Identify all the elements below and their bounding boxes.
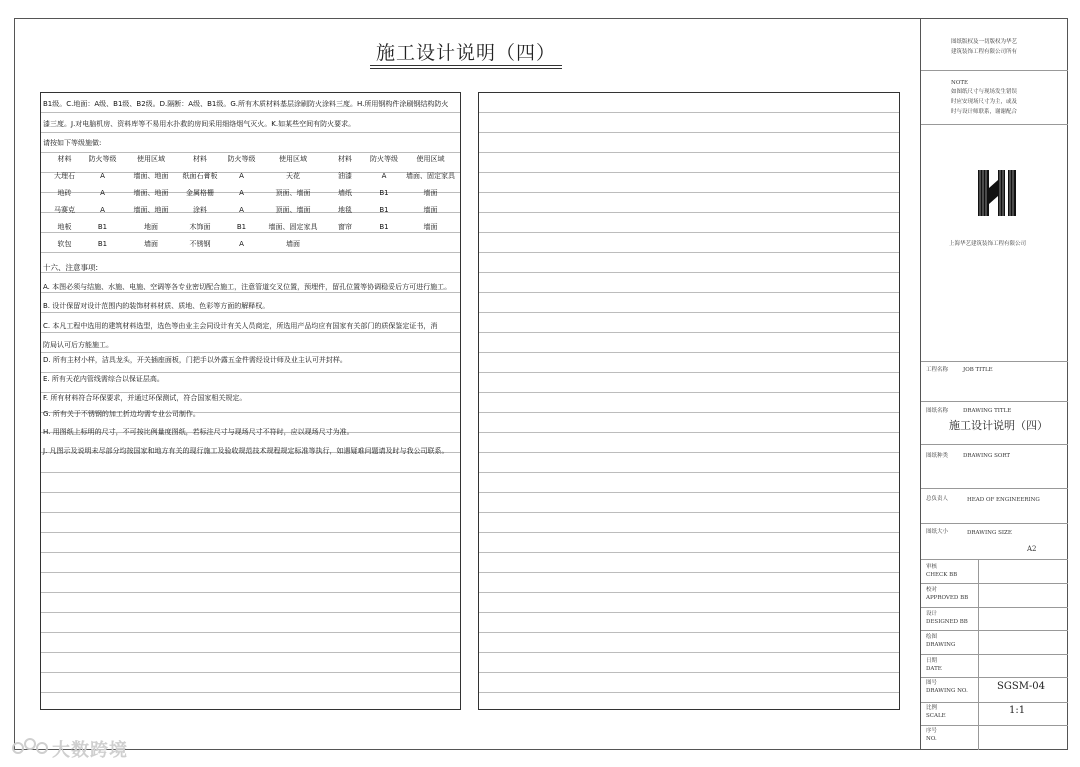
table-cell: 天花 — [286, 171, 300, 180]
divider — [921, 401, 1068, 402]
table-header: 防火等级 — [227, 155, 256, 163]
note-line: G. 所有关于不锈钢的加工折边均需专业公司制作。 — [43, 410, 200, 418]
table-cell: 金属格栅 — [186, 188, 214, 197]
divider — [921, 523, 1068, 524]
table-row — [51, 218, 455, 235]
table-header: 材料 — [338, 155, 352, 163]
table-cell: B1 — [379, 188, 389, 197]
table-cell: 不锈钢 — [189, 239, 211, 248]
table-cell: 木饰面 — [189, 222, 211, 231]
note-line: B. 设计保留对设计范围内的装饰材料材质、质地、色彩等方面的解释权。 — [43, 302, 270, 310]
drawing-no-value: SGSM-04 — [997, 681, 1046, 692]
table-cell: 地面 — [144, 222, 158, 231]
table-row — [51, 167, 455, 184]
table-cell: A — [100, 171, 105, 180]
scale-label-en: SCALE — [926, 713, 946, 719]
drawing-no-label-en: DRAWING NO. — [926, 688, 968, 694]
table-cell: 地毯 — [338, 205, 352, 214]
designed-label: 设计 — [926, 611, 938, 617]
divider — [921, 444, 1068, 445]
table-cell: 窗帘 — [338, 222, 352, 231]
table-cell: 墙面、地面 — [133, 205, 169, 214]
job-title-label-en: JOB TITLE — [963, 367, 993, 373]
drawing-label: 绘图 — [926, 634, 938, 640]
drawing-label-en: DRAWING — [926, 642, 956, 648]
company-logo-icon — [978, 170, 1016, 216]
fire-rating-table — [51, 151, 455, 252]
table-cell: 顶面、墙面 — [275, 205, 311, 214]
check-label-en: CHECK BB — [926, 572, 958, 578]
table-cell — [362, 235, 406, 252]
table-header: 防火等级 — [88, 155, 117, 163]
note-line: A. 本图必须与结施、水施、电施、空调等各专业密切配合施工，注意管道交叉位置，预埋件，留孔位置等协调稳妥后方可进行施工。 — [43, 283, 452, 291]
copyright-line: 图纸版权及一切版权为华艺 — [951, 39, 1018, 45]
table-cell: B1 — [379, 222, 389, 231]
note-line: H. 用图纸上标明的尺寸，不可按比例量度图纸，若标注尺寸与现场尺寸不符时，应以现场尺寸为准。 — [43, 428, 354, 436]
divider — [921, 677, 1068, 678]
note-text: 时与设计师联系，谢谢配合 — [951, 109, 1018, 115]
table-cell: 软包 — [57, 239, 72, 248]
note-line: F. 所有材料符合环保要求，并通过环保测试，符合国家相关规定。 — [43, 394, 247, 402]
size-label-en: DRAWING SIZE — [967, 530, 1012, 536]
head-label-en: HEAD OF ENGINEERING — [967, 497, 1040, 503]
scale-value: 1:1 — [1009, 705, 1026, 716]
watermark-logo-icon — [10, 736, 50, 756]
table-cell: B1 — [97, 222, 108, 231]
table-row — [51, 184, 455, 201]
intro-line: 请按如下等级施做: — [43, 139, 102, 147]
table-row — [51, 201, 455, 218]
drawing-sort-label: 图纸种类 — [926, 453, 949, 459]
table-cell: 墙面、固定家具 — [268, 222, 318, 231]
scale-label: 比例 — [926, 705, 938, 711]
sequence-label: 序号 — [926, 728, 938, 734]
note-text: 如图纸尺寸与现场发生错误 — [951, 89, 1018, 95]
title-underline — [370, 65, 562, 66]
watermark-text: 大数跨境 — [52, 740, 128, 761]
divider — [921, 124, 1068, 125]
approved-label: 校对 — [926, 587, 938, 593]
drawing-no-label: 图号 — [926, 680, 938, 686]
table-cell: 墙面 — [144, 239, 158, 248]
table-cell: 墙面 — [286, 239, 300, 248]
table-cell: 马赛克 — [54, 205, 75, 214]
drawing-sort-label-en: DRAWING SORT — [963, 453, 1011, 459]
note-line: 防局认可后方能施工。 — [43, 341, 113, 349]
intro-line: 漆三度。J.对电脑机房、资料库等不易用水扑救的房间采用细络烟气灭火。K.如某些空间有防火要求。 — [43, 120, 356, 128]
table-cell: A — [381, 171, 387, 180]
check-label: 审核 — [926, 564, 938, 570]
right-notes-panel — [478, 92, 900, 710]
table-cell: 墙面、地面 — [133, 188, 169, 197]
date-label: 日期 — [926, 658, 938, 664]
table-cell — [328, 235, 362, 252]
note-line: D. 所有主材小样，洁具龙头，开关插座面板，门把手以外露五金件需经设计师及业主认可并封样。 — [43, 356, 347, 364]
table-cell: A — [239, 171, 244, 180]
table-cell: 地砖 — [57, 188, 72, 197]
divider — [921, 559, 1068, 560]
date-label-en: DATE — [926, 666, 942, 672]
table-cell: 墙面 — [423, 205, 438, 214]
designed-label-en: DESIGNED BB — [926, 619, 968, 625]
divider — [921, 654, 1068, 655]
divider — [921, 607, 1068, 608]
title-block — [920, 18, 1068, 750]
divider — [921, 725, 1068, 726]
size-label: 图纸大小 — [926, 529, 949, 535]
table-header: 使用区域 — [416, 155, 445, 163]
note-label: NOTE — [951, 80, 969, 86]
table-cell: 墙面、地面 — [133, 171, 169, 180]
title-underline-double — [370, 68, 562, 69]
divider — [921, 70, 1068, 71]
table-cell: A — [100, 188, 105, 197]
divider — [921, 702, 1068, 703]
note-text: 时应安现场尺寸为主，或及 — [951, 99, 1018, 105]
table-header: 使用区域 — [279, 155, 307, 163]
table-cell: 地板 — [57, 222, 72, 231]
table-cell — [406, 235, 455, 252]
table-header: 材料 — [193, 155, 207, 163]
divider — [921, 361, 1068, 362]
table-cell: B1 — [379, 205, 389, 214]
intro-line: B1级。C.地面：A级、B1级、B2级。D.隔断：A级、B1级。G.所有木质材料基层涂刷防火涂料三度。H.所用钢构件涂刷钢结构防火 — [43, 100, 449, 108]
note-line: C. 本凡工程中选用的建筑材料选型，选色等由业主会同设计有关人员商定，所选用产品均应有国家有关部门的质保鉴定证书，消 — [43, 322, 438, 330]
table-cell: 大理石 — [54, 171, 75, 180]
table-cell: A — [100, 205, 105, 214]
job-title-label: 工程名称 — [926, 367, 949, 373]
note-line: J. 凡图示及说明未尽部分均按国家和地方有关的现行施工及验收规范技术规程规定标准等执行，如遇疑难问题请及时与我公司联系。 — [43, 447, 449, 455]
table-cell: 墙面 — [423, 188, 438, 197]
drawing-title-label-en: DRAWING TITLE — [963, 408, 1012, 414]
divider — [921, 488, 1068, 489]
copyright-line: 建筑装饰工程有限公司所有 — [951, 49, 1018, 55]
table-cell: A — [239, 188, 244, 197]
table-cell: A — [239, 205, 244, 214]
approved-label-en: APPROVED BB — [926, 595, 969, 601]
table-cell: 油漆 — [338, 171, 352, 180]
drawing-title-label: 图纸名称 — [926, 408, 949, 414]
table-header: 防火等级 — [370, 155, 398, 163]
section-heading: 十六、注意事项: — [43, 263, 99, 272]
table-header: 使用区域 — [137, 155, 165, 163]
note-line: E. 所有天花内管线需综合以保证层高。 — [43, 375, 164, 383]
head-label: 总负责人 — [926, 496, 949, 502]
divider — [921, 630, 1068, 631]
table-cell: 墙面、固定家具 — [406, 171, 455, 180]
table-cell: 墙纸 — [338, 188, 352, 197]
company-name: 上海华艺建筑装饰工程有限公司 — [949, 241, 1027, 247]
sequence-label-en: NO. — [926, 736, 937, 742]
table-cell: 纸面石膏板 — [182, 171, 218, 180]
table-cell: B1 — [97, 239, 108, 248]
size-value: A2 — [1027, 545, 1037, 553]
table-cell: A — [239, 239, 244, 248]
table-header-row — [51, 151, 455, 167]
table-cell: 涂料 — [193, 205, 207, 214]
table-cell: B1 — [236, 222, 247, 231]
drawing-title-value: 施工设计说明（四） — [949, 419, 1048, 432]
left-notes-panel — [40, 92, 461, 710]
table-cell: 顶面、墙面 — [275, 188, 311, 197]
page-title: 施工设计说明（四） — [376, 42, 557, 64]
table-row — [51, 235, 455, 252]
table-cell: 墙面 — [423, 222, 438, 231]
divider — [921, 583, 1068, 584]
table-header: 材料 — [57, 155, 72, 163]
